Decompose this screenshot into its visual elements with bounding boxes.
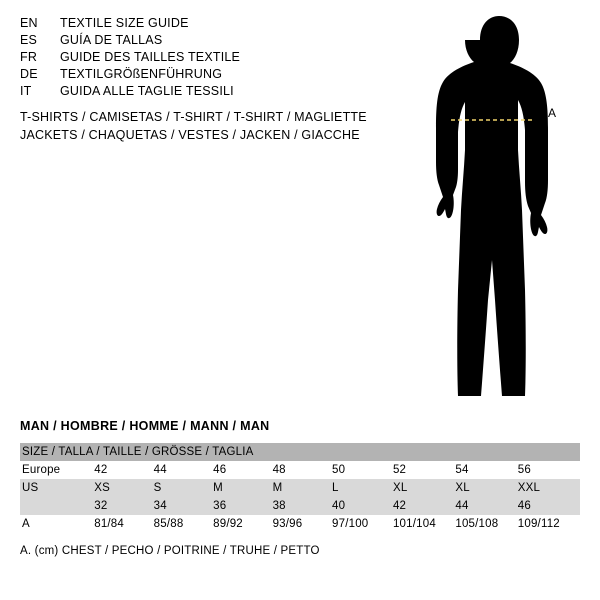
cell: 44 <box>455 500 469 512</box>
language-title: GUIDA ALLE TAGLIE TESSILI <box>60 84 234 98</box>
table-row <box>20 515 580 533</box>
language-code: ES <box>20 33 38 47</box>
garment-category-jackets: JACKETS / CHAQUETAS / VESTES / JACKEN / GIACCHE <box>20 128 360 142</box>
row-label: Europe <box>22 464 61 476</box>
language-header-block <box>20 16 380 101</box>
row-label: US <box>22 482 39 494</box>
cell: 101/104 <box>392 518 436 530</box>
table-row <box>20 497 580 515</box>
cell: 56 <box>517 464 531 476</box>
cell: 52 <box>392 464 407 476</box>
cell: 42 <box>392 500 407 512</box>
cell: 89/92 <box>213 518 243 530</box>
cell: 36 <box>213 500 227 512</box>
cell: S <box>153 482 162 494</box>
cell: 48 <box>272 464 286 476</box>
table-header-row <box>20 443 580 461</box>
cell: M <box>272 482 283 494</box>
language-row <box>20 33 380 50</box>
cell: 46 <box>213 464 227 476</box>
male-silhouette-icon <box>395 10 600 410</box>
cell: 50 <box>332 464 346 476</box>
row-label <box>20 497 94 515</box>
cell: 42 <box>94 464 108 476</box>
cell: XL <box>392 482 408 494</box>
language-code: IT <box>20 84 32 98</box>
language-title: GUIDE DES TAILLES TEXTILE <box>60 50 241 64</box>
language-title: TEXTILE SIZE GUIDE <box>60 16 189 30</box>
cell: M <box>213 482 223 494</box>
language-title: TEXTILGRÖßENFÜHRUNG <box>60 67 223 81</box>
language-row <box>20 16 380 33</box>
language-title: GUÍA DE TALLAS <box>60 33 163 47</box>
language-row <box>20 50 380 67</box>
table-row <box>20 479 580 497</box>
measure-leader-line <box>524 112 544 113</box>
cell: XS <box>94 482 110 494</box>
measure-label-a: A <box>548 106 557 120</box>
garment-category-tshirts: T-SHIRTS / CAMISETAS / T-SHIRT / T-SHIRT / MAGLIETTE <box>20 110 367 124</box>
table-row <box>20 461 580 479</box>
language-row <box>20 67 380 84</box>
cell: 32 <box>94 500 108 512</box>
size-table <box>20 443 580 533</box>
footnote-measure-a: A. (cm) CHEST / PECHO / POITRINE / TRUHE / PETTO <box>20 545 320 557</box>
language-code: DE <box>20 67 38 81</box>
language-code: EN <box>20 16 38 30</box>
cell: 81/84 <box>94 518 124 530</box>
cell: 46 <box>517 500 531 512</box>
row-label: A <box>22 518 30 530</box>
cell: 105/108 <box>455 518 499 530</box>
table-header-label: SIZE / TALLA / TAILLE / GRÖSSE / TAGLIA <box>22 446 254 458</box>
cell: 40 <box>332 500 346 512</box>
language-row <box>20 84 380 101</box>
language-code: FR <box>20 50 38 64</box>
cell: L <box>332 482 339 494</box>
cell: 54 <box>455 464 469 476</box>
cell: 34 <box>153 500 167 512</box>
table-title: MAN / HOMBRE / HOMME / MANN / MAN <box>20 419 270 433</box>
cell: 93/96 <box>272 518 303 530</box>
male-silhouette-figure <box>395 10 600 410</box>
cell: XL <box>455 482 470 494</box>
garment-category-block <box>20 110 440 146</box>
cell: 97/100 <box>332 518 369 530</box>
cell: 44 <box>153 464 167 476</box>
cell: 38 <box>272 500 286 512</box>
cell: 109/112 <box>517 518 560 530</box>
cell: XXL <box>517 482 541 494</box>
cell: 85/88 <box>153 518 184 530</box>
